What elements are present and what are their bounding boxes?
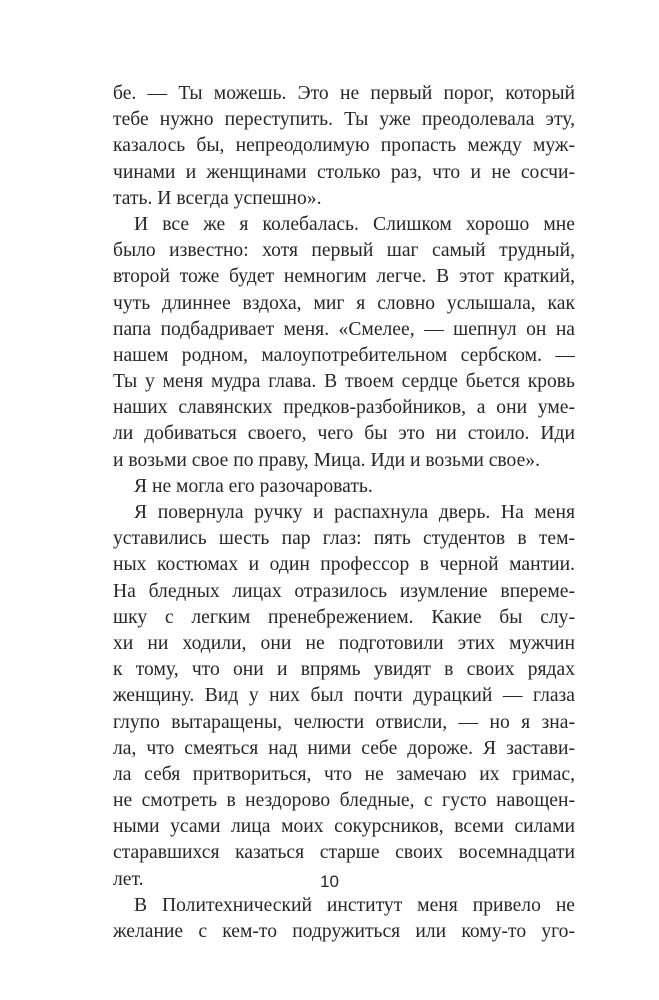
text-line: ла себя притвориться, что не замечаю их гримас, [113,763,575,785]
text-line: казалось бы, непреодолимую пропасть между муж- [113,135,575,157]
text-line: тать. И всегда успешно». [113,187,322,209]
body-text [113,81,575,945]
text-line: женщину. Вид у них был почти дурацкий — глаза [113,685,575,707]
text-line: хи ни ходили, они не подготовили этих мужчин [113,632,575,654]
text-line: наших славянских предков-разбойников, а они уме- [113,397,575,419]
text-line: желание с кем-то подружиться или кому-то уго- [113,921,575,942]
text-line: бе. — Ты можешь. Это не первый порог, который [113,83,575,104]
text-line: И все же я колебалась. Слишком хорошо мне [134,213,575,235]
text-line: Я повернула ручку и распахнула дверь. На меня [134,502,575,523]
text-line: ных костюмах и один профессор в черной мантии. [113,554,575,576]
text-line: Я не могла его разочаровать. [134,475,373,497]
text-line: чинами и женщинами столько раз, что и не сосчи- [113,161,575,183]
text-line: и возьми свое по праву, Мица. Иди и возьми свое». [113,449,540,471]
text-line: шку с легким пренебрежением. Какие бы слу- [113,606,575,628]
text-line: папа подбадривает меня. «Смелее, — шепнул он на [113,318,575,340]
text-line: к тому, что они и впрямь увидят в своих рядах [113,659,575,681]
text-line: не смотреть в нездорово бледные, с густо навощен- [113,790,575,812]
text-line: Ты у меня мудра глава. В твоем сердце бьется кровь [113,371,575,393]
text-line: глупо вытаращены, челюсти отвисли, — но я зна- [113,711,575,733]
text-line: старавшихся казаться старше своих восемнадцати [113,842,575,864]
text-line: ла, что смеяться над ними себе дороже. Я застави- [113,737,575,759]
text-line: уставились шесть пар глаз: пять студентов в тем- [113,528,575,550]
text-line: чуть длиннее вздоха, миг я словно услышала, как [113,292,575,314]
text-line: ли добиваться своего, чего бы это ни стоило. Иди [113,423,575,445]
text-line: лет. [113,868,144,890]
text-line: ными усами лица моих сокурсников, всеми силами [113,816,575,838]
text-line: второй тоже будет немногим легче. В этот краткий, [113,266,575,288]
text-line: нашем родном, малоупотребительном сербском. — [113,344,575,366]
text-line: тебе нужно переступить. Ты уже преодолевала эту, [113,109,575,131]
text-line: В Политехнический институт меня привело не [134,894,575,916]
page-number: 10 [320,872,339,891]
text-line: было известно: хотя первый шаг самый трудный, [113,240,575,262]
text-line: На бледных лицах отразилось изумление впереме- [113,580,575,602]
